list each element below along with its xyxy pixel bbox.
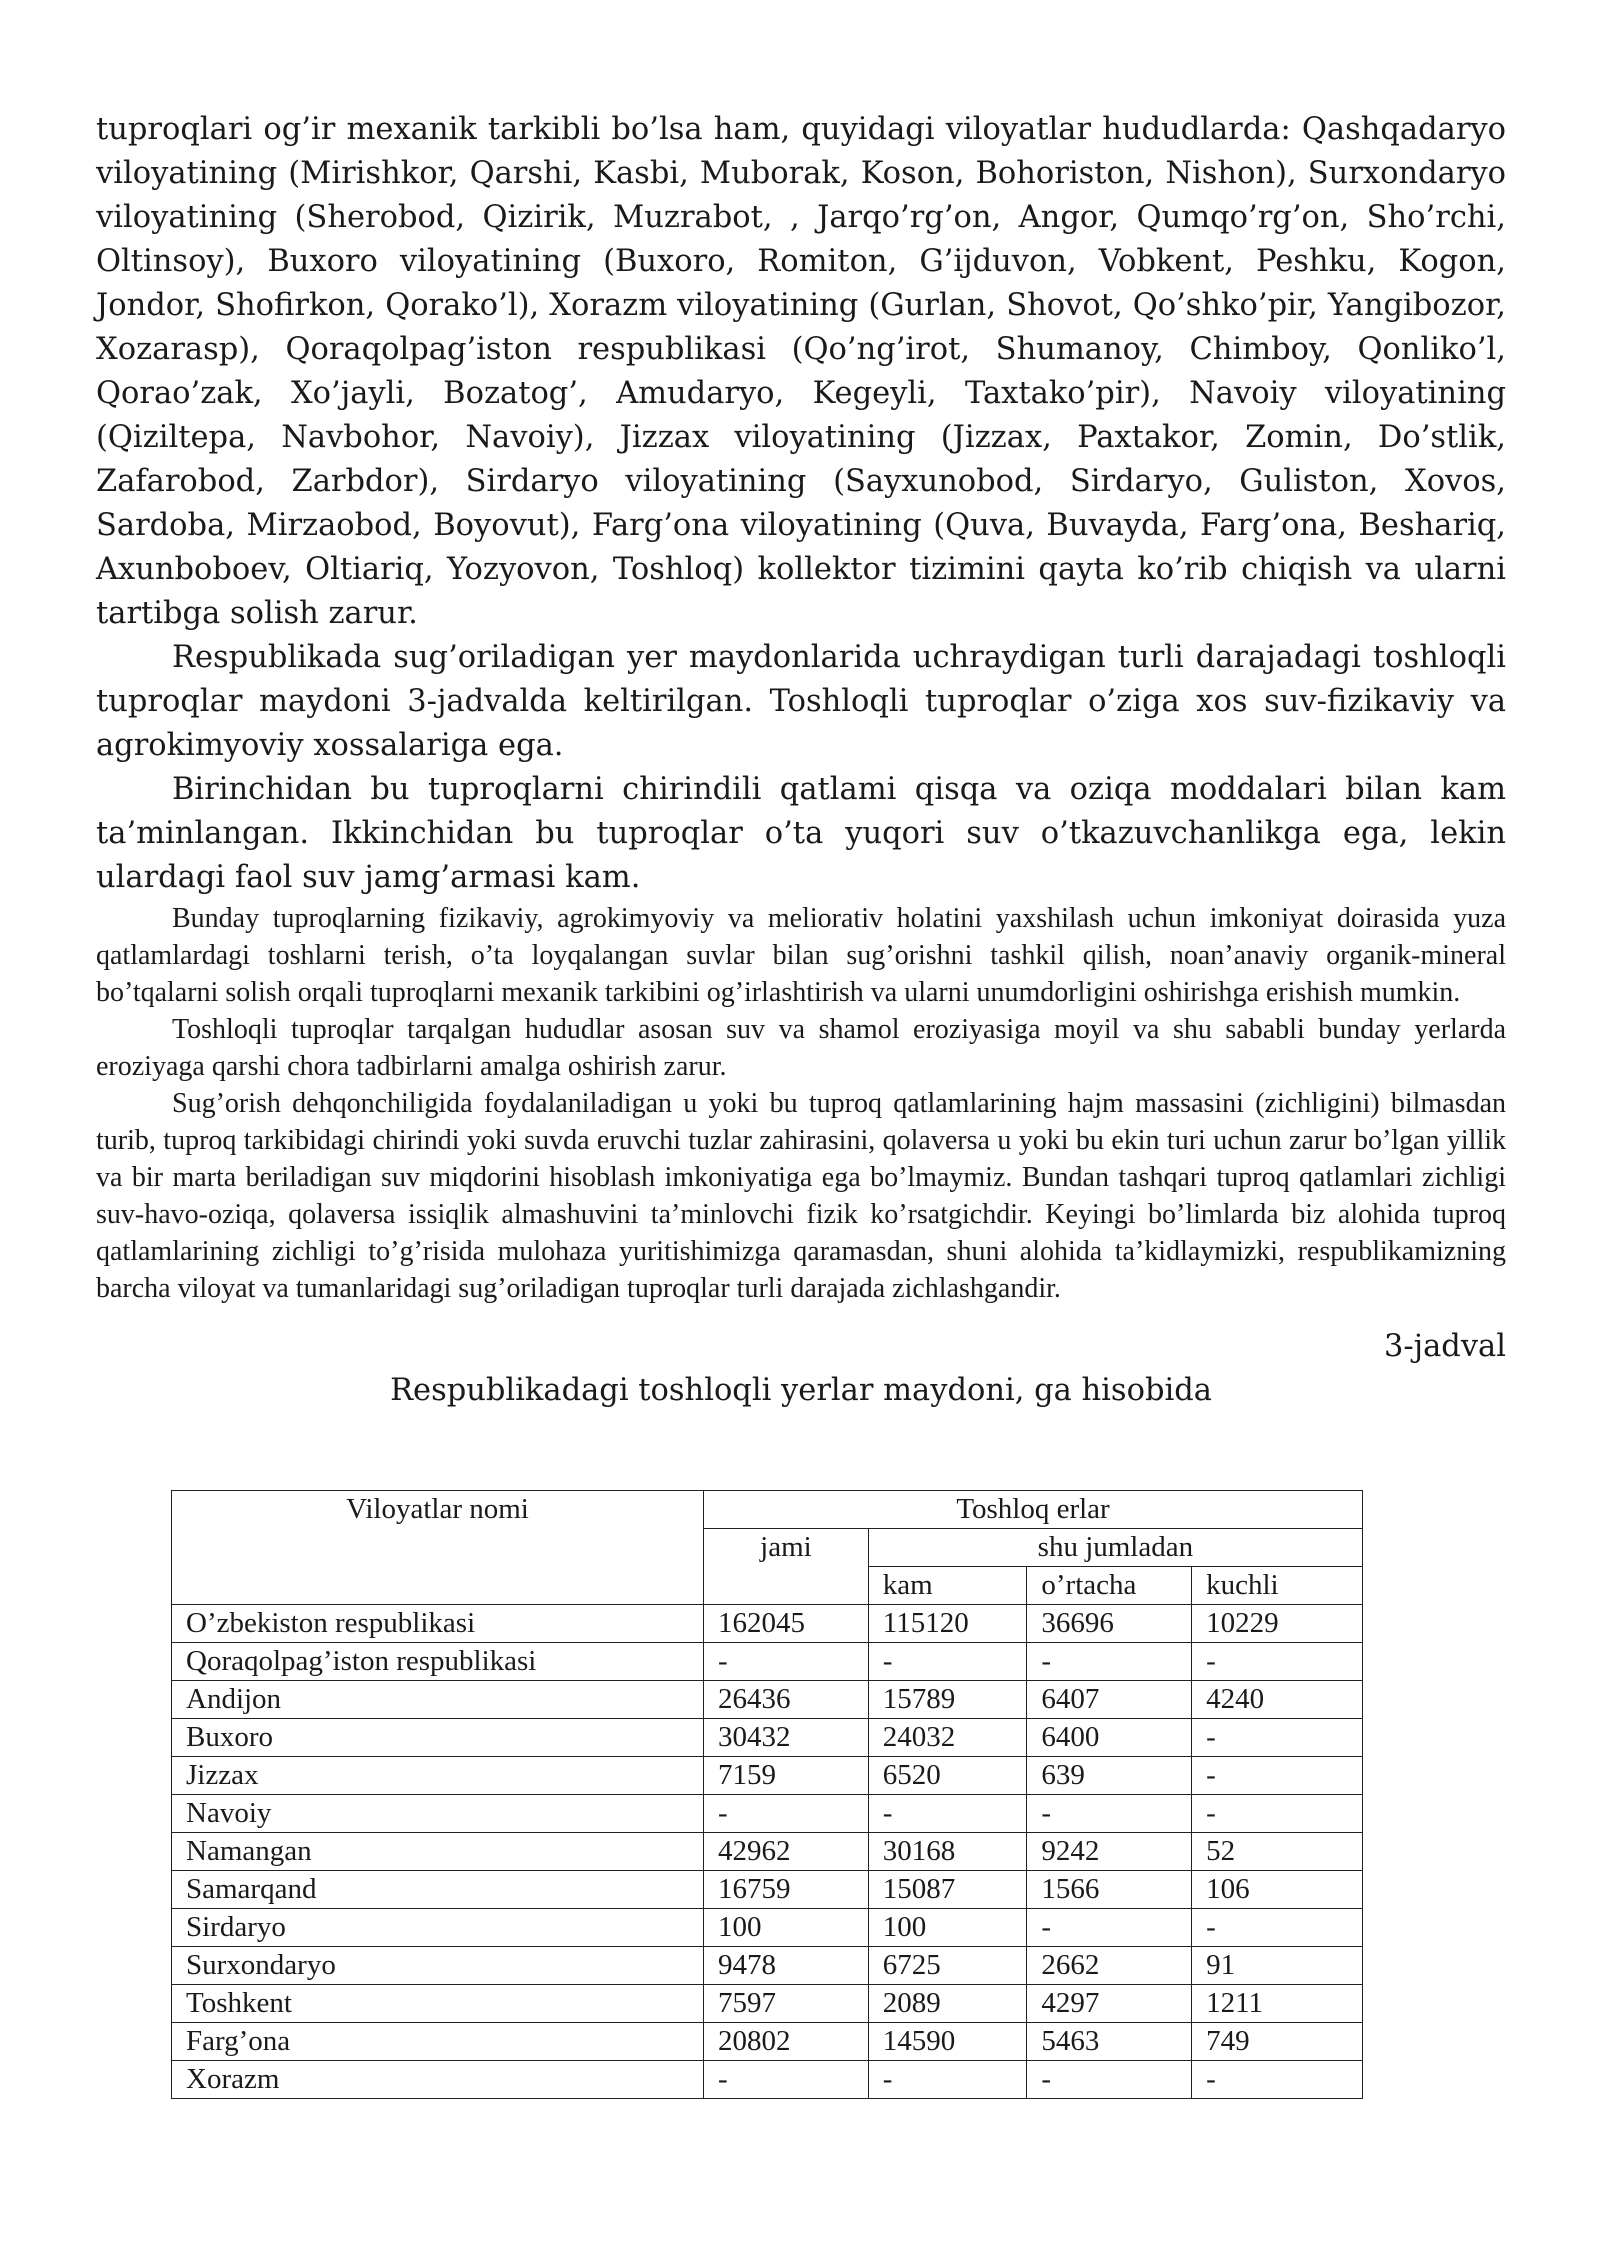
header-including: shu jumladan bbox=[868, 1529, 1362, 1567]
medium-value: 1566 bbox=[1027, 1871, 1192, 1909]
low-value: - bbox=[868, 1795, 1027, 1833]
high-value: 10229 bbox=[1192, 1605, 1363, 1643]
total-value: - bbox=[704, 2061, 869, 2099]
table-row bbox=[172, 1985, 1363, 2023]
medium-value: 2662 bbox=[1027, 1947, 1192, 1985]
high-value: - bbox=[1192, 1795, 1363, 1833]
medium-value: - bbox=[1027, 1909, 1192, 1947]
region-name: Samarqand bbox=[172, 1871, 704, 1909]
table-row bbox=[172, 1643, 1363, 1681]
document-page bbox=[96, 108, 1506, 1411]
total-value: 7159 bbox=[704, 1757, 869, 1795]
medium-value: 9242 bbox=[1027, 1833, 1192, 1871]
table-row bbox=[172, 1605, 1363, 1643]
low-value: 30168 bbox=[868, 1833, 1027, 1871]
paragraph-table-reference: Respublikada sug’oriladigan yer maydonlarida uchraydigan turli darajadagi toshloqli tuproqlar maydoni 3-jadvalda keltirilgan. Toshloqli tuproqlar o’ziga xos suv-fizikaviy va agrokimyoviy xossalariga ega. bbox=[96, 640, 1506, 763]
table-row bbox=[172, 2061, 1363, 2099]
low-value: - bbox=[868, 2061, 1027, 2099]
region-name: Sirdaryo bbox=[172, 1909, 704, 1947]
low-value: 15789 bbox=[868, 1681, 1027, 1719]
region-name: Toshkent bbox=[172, 1985, 704, 2023]
low-value: 24032 bbox=[868, 1719, 1027, 1757]
low-value: 100 bbox=[868, 1909, 1027, 1947]
high-value: 749 bbox=[1192, 2023, 1363, 2061]
medium-value: - bbox=[1027, 1643, 1192, 1681]
total-value: 9478 bbox=[704, 1947, 869, 1985]
low-value: - bbox=[868, 1643, 1027, 1681]
low-value: 6725 bbox=[868, 1947, 1027, 1985]
header-stony-lands: Toshloq erlar bbox=[704, 1491, 1363, 1529]
table-row bbox=[172, 1795, 1363, 1833]
total-value: 16759 bbox=[704, 1871, 869, 1909]
region-name: Qoraqolpag’iston respublikasi bbox=[172, 1643, 704, 1681]
region-name: Xorazm bbox=[172, 2061, 704, 2099]
region-name: Buxoro bbox=[172, 1719, 704, 1757]
high-value: 4240 bbox=[1192, 1681, 1363, 1719]
paragraph-soil-density: Sug’orish dehqonchiligida foydalaniladigan u yoki bu tuproq qatlamlarining hajm massasini (zichligini) bilmasdan turib, tuproq tarkibidagi chirindi yoki suvda eruvchi tuzlar zahirasini, qolaversa u yoki bu ekin turi uchun zarur bo’lgan yillik va bir marta beriladigan suv miqdorini hisoblash imkoniyatiga ega bo’lmaymiz. Bundan tashqari tuproq qatlamlari zichligi suv-havo-oziqa, qolaversa issiqlik almashuvini ta’minlovchi fizik ko’rsatgichdir. Keyingi bo’limlarda biz alohida tuproq qatlamlarining zichligi to’g’risida mulohaza yuritishimizga qaramasdan, shuni alohida ta’kidlaymizki, respublikamizning barcha viloyat va tumanlaridagi sug’oriladigan tuproqlar turli darajada zichlashgandir. bbox=[96, 1088, 1506, 1304]
medium-value: - bbox=[1027, 2061, 1192, 2099]
total-value: - bbox=[704, 1795, 869, 1833]
region-name: Navoiy bbox=[172, 1795, 704, 1833]
low-value: 14590 bbox=[868, 2023, 1027, 2061]
total-value: 30432 bbox=[704, 1719, 869, 1757]
high-value: 91 bbox=[1192, 1947, 1363, 1985]
region-name: Jizzax bbox=[172, 1757, 704, 1795]
header-total: jami bbox=[704, 1529, 869, 1605]
high-value: - bbox=[1192, 2061, 1363, 2099]
medium-value: 6407 bbox=[1027, 1681, 1192, 1719]
paragraph-erosion: Toshloqli tuproqlar tarqalgan hududlar asosan suv va shamol eroziyasiga moyil va shu sababli bunday yerlarda eroziyaga qarshi chora tadbirlarni amalga oshirish zarur. bbox=[96, 1014, 1506, 1082]
region-name: Surxondaryo bbox=[172, 1947, 704, 1985]
high-value: - bbox=[1192, 1909, 1363, 1947]
total-value: 20802 bbox=[704, 2023, 869, 2061]
medium-value: 639 bbox=[1027, 1757, 1192, 1795]
medium-value: 4297 bbox=[1027, 1985, 1192, 2023]
high-value: - bbox=[1192, 1757, 1363, 1795]
region-name: Namangan bbox=[172, 1833, 704, 1871]
paragraph-soil-properties: Birinchidan bu tuproqlarni chirindili qatlami qisqa va oziqa moddalari bilan kam ta’minlangan. Ikkinchidan bu tuproqlar o’ta yuqori suv o’tkazuvchanlikga ega, lekin ulardagi faol suv jamg’armasi kam. bbox=[96, 772, 1506, 895]
paragraph-regions-list: tuproqlari og’ir mexanik tarkibli bo’lsa ham, quyidagi viloyatlar hududlarda: Qashqadaryo viloyatining (Mirishkor, Qarshi, Kasbi, Muborak, Koson, Bohoriston, Nishon), Surxondaryo viloyatining (Sherobod, Qizirik, Muzrabot, , Jarqo’rg’on, Angor, Qumqo’rg’on, Sho’rchi, Oltinsoy), Buxoro viloyatining (Buxoro, Romiton, G’ijduvon, Vobkent, Peshku, Kogon, Jondor, Shofirkon, Qorako’l), Xorazm viloyatining (Gurlan, Shovot, Qo’shko’pir, Yangibozor, Xozarasp), Qoraqolpag’iston respublikasi (Qo’ng’irot, Shumanoy, Chimboy, Qonliko’l, Qorao’zak, Xo’jayli, Bozatog’, Amudaryo, Kegeyli, Taxtako’pir), Navoiy viloyatining (Qiziltepa, Navbohor, Navoiy), Jizzax viloyatining (Jizzax, Paxtakor, Zomin, Do’stlik, Zafarobod, Zarbdor), Sirdaryo viloyatining (Sayxunobod, Sirdaryo, Guliston, Xovos, Sardoba, Mirzaobod, Boyovut), Farg’ona viloyatining (Quva, Buvayda, Farg’ona, Beshariq, Axunboboev, Oltiariq, Yozyovon, Toshloq) kollektor tizimini qayta ko’rib chiqish va ularni tartibga solish zarur. bbox=[96, 112, 1506, 631]
low-value: 2089 bbox=[868, 1985, 1027, 2023]
high-value: - bbox=[1192, 1643, 1363, 1681]
medium-value: - bbox=[1027, 1795, 1192, 1833]
header-high: kuchli bbox=[1192, 1567, 1363, 1605]
region-name: Andijon bbox=[172, 1681, 704, 1719]
total-value: 100 bbox=[704, 1909, 869, 1947]
table-row bbox=[172, 1833, 1363, 1871]
medium-value: 36696 bbox=[1027, 1605, 1192, 1643]
high-value: 106 bbox=[1192, 1871, 1363, 1909]
low-value: 115120 bbox=[868, 1605, 1027, 1643]
medium-value: 6400 bbox=[1027, 1719, 1192, 1757]
table-row bbox=[172, 1871, 1363, 1909]
table-row bbox=[172, 1757, 1363, 1795]
total-value: 7597 bbox=[704, 1985, 869, 2023]
total-value: 42962 bbox=[704, 1833, 869, 1871]
high-value: - bbox=[1192, 1719, 1363, 1757]
medium-value: 5463 bbox=[1027, 2023, 1192, 2061]
table-number: 3-jadval bbox=[1383, 1329, 1506, 1364]
table-row bbox=[172, 1719, 1363, 1757]
table-row bbox=[172, 1947, 1363, 1985]
region-name: Farg’ona bbox=[172, 2023, 704, 2061]
table-title: Respublikadagi toshloqli yerlar maydoni, ga hisobida bbox=[390, 1373, 1212, 1408]
total-value: 26436 bbox=[704, 1681, 869, 1719]
table-row bbox=[172, 1681, 1363, 1719]
table-row bbox=[172, 1909, 1363, 1947]
region-name: O’zbekiston respublikasi bbox=[172, 1605, 704, 1643]
table-header-row-1 bbox=[172, 1491, 1363, 1529]
low-value: 6520 bbox=[868, 1757, 1027, 1795]
table-row bbox=[172, 2023, 1363, 2061]
low-value: 15087 bbox=[868, 1871, 1027, 1909]
header-low: kam bbox=[868, 1567, 1027, 1605]
total-value: 162045 bbox=[704, 1605, 869, 1643]
total-value: - bbox=[704, 1643, 869, 1681]
header-medium: o’rtacha bbox=[1027, 1567, 1192, 1605]
high-value: 1211 bbox=[1192, 1985, 1363, 2023]
high-value: 52 bbox=[1192, 1833, 1363, 1871]
stony-lands-table bbox=[171, 1490, 1363, 2099]
header-region: Viloyatlar nomi bbox=[172, 1491, 704, 1605]
paragraph-improvement-measures: Bunday tuproqlarning fizikaviy, agrokimyoviy va meliorativ holatini yaxshilash uchun imkoniyat doirasida yuza qatlamlardagi toshlarni terish, o’ta loyqalangan suvlar bilan sug’orishni tashkil qilish, noan’anaviy organik-mineral bo’tqalarni solish orqali tuproqlarni mexanik tarkibini og’irlashtirish va ularni unumdorligini oshirishga erishish mumkin. bbox=[96, 903, 1506, 1008]
